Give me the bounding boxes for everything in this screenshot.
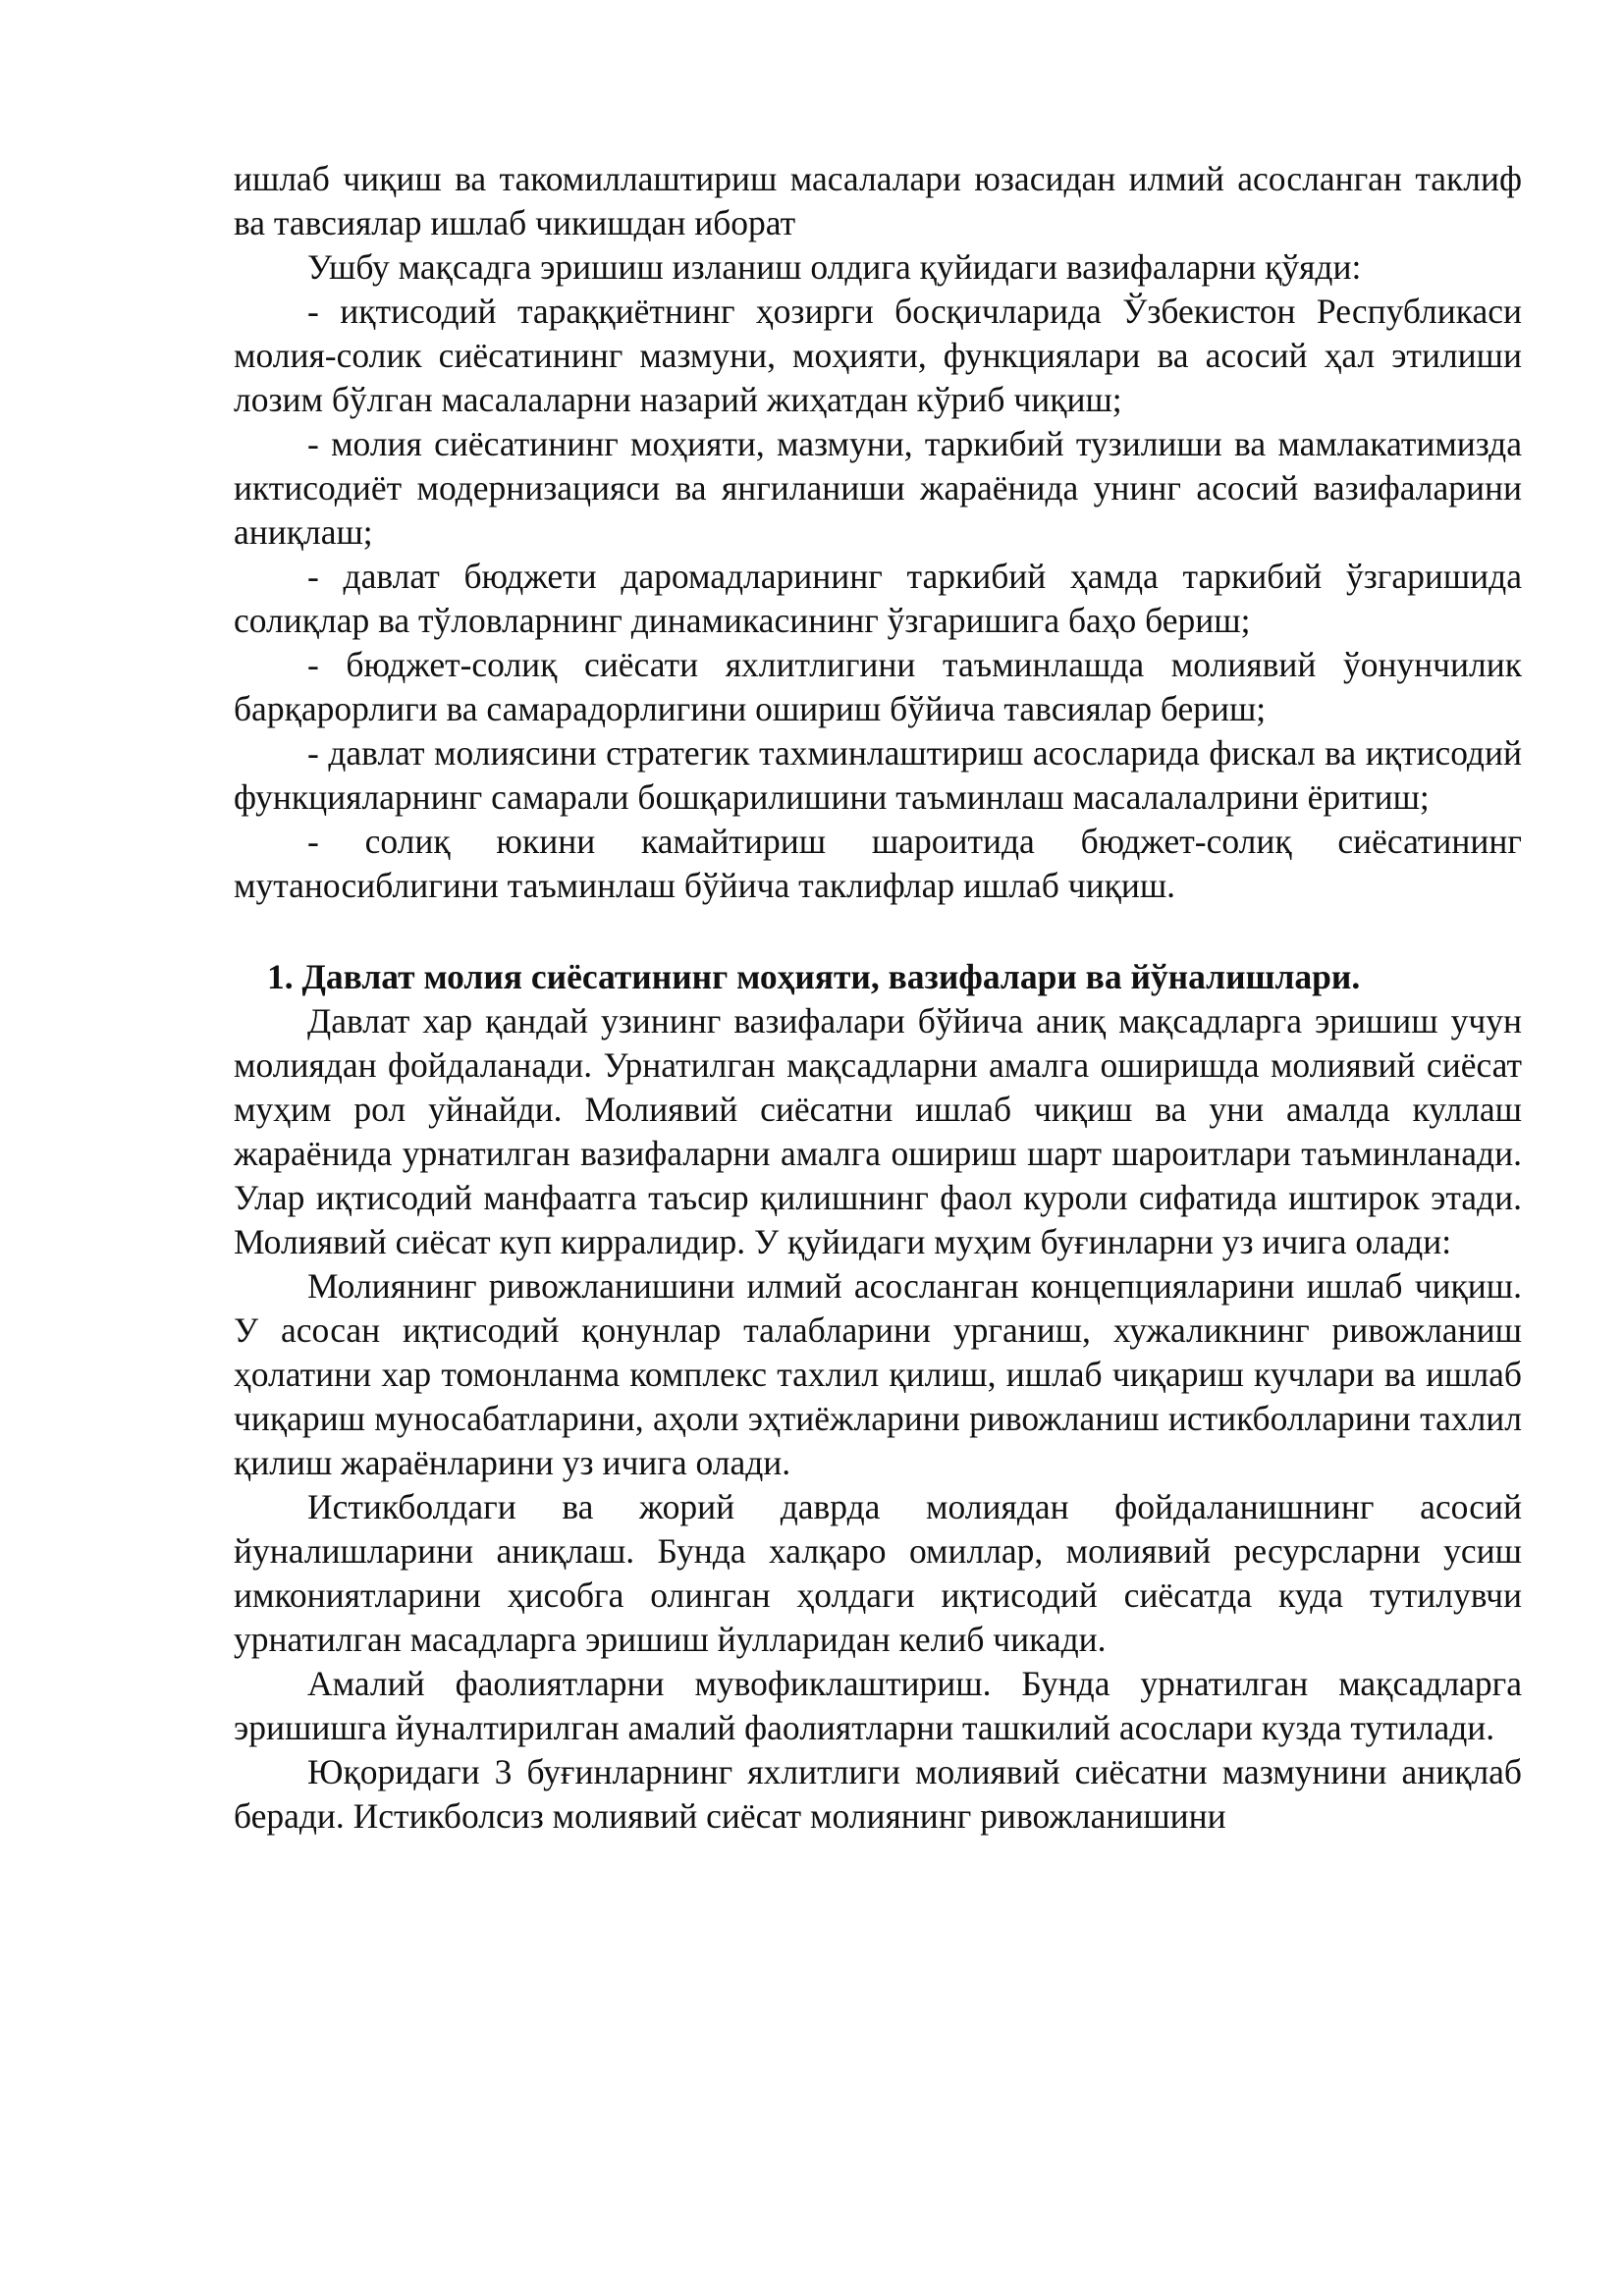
intro-paragraph: ишлаб чиқиш ва такомиллаштириш масалалари юзасидан илмий асосланган таклиф ва тавсиялар ишлаб чикишдан иборат bbox=[234, 159, 1522, 242]
body-paragraph-5: Юқоридаги 3 буғинларнинг яхлитлиги молиявий сиёсатни мазмунини аниқлаб беради. Истикболсиз молиявий сиёсат молиянинг ривожланишини bbox=[234, 1752, 1522, 1836]
section-heading: 1. Давлат молия сиёсатининг моҳияти, вазифалари ва йўналишлари. bbox=[267, 957, 1361, 996]
body-paragraph-1: Давлат хар қандай узининг вазифалари бўйича аниқ мақсадларга эришиш учун молиядан фойдаланади. Урнатилган мақсадларни амалга оширишда молиявий сиёсат муҳим рол уйнайди. Молиявий сиёсатни ишлаб чиқиш ва уни амалда куллаш жараёнида урнатилган вазифаларни амалга ошириш шарт шароитлари таъминланади. Улар иқтисодий манфаатга таъсир қилишнинг фаол куроли сифатида иштирок этади. Молиявий сиёсат куп кирралидир. У қуйидаги муҳим буғинларни уз ичига олади: bbox=[234, 1001, 1522, 1261]
task-item-4: - бюджет-солиқ сиёсати яхлитлигини таъминлашда молиявий ўонунчилик барқарорлиги ва самарадорлигини ошириш бўйича тавсиялар бериш; bbox=[234, 645, 1522, 728]
document-page bbox=[234, 157, 1522, 1839]
task-item-3: - давлат бюджети даромадларининг таркибий ҳамда таркибий ўзгаришида солиқлар ва тўловларнинг динамикасининг ўзгаришига баҳо бериш; bbox=[234, 557, 1522, 640]
body-paragraph-2: Молиянинг ривожланишини илмий асосланган концепцияларини ишлаб чиқиш. У асосан иқтисодий қонунлар талабларини урганиш, хужаликнинг ривожланиш ҳолатини хар томонланма комплекс тахлил қилиш, ишлаб чиқариш кучлари ва ишлаб чиқариш муносабатларини, аҳоли эҳтиёжларини ривожланиш истикболларини тахлил қилиш жараёнларини уз ичига олади. bbox=[234, 1266, 1522, 1482]
task-item-1: - иқтисодий тараққиётнинг ҳозирги босқичларида Ўзбекистон Республикаси молия-солик сиёсатининг мазмуни, моҳияти, функциялари ва асосий ҳал этилиши лозим бўлган масалаларни назарий жиҳатдан кўриб чиқиш; bbox=[234, 292, 1522, 419]
body-paragraph-3: Истикболдаги ва жорий даврда молиядан фойдаланишнинг асосий йуналишларини аниқлаш. Бунда халқаро омиллар, молиявий ресурсларни усиш имкониятларини ҳисобга олинган ҳолдаги иқтисодий сиёсатда куда тутилувчи урнатилган масадларга эришиш йулларидан келиб чикади. bbox=[234, 1487, 1522, 1659]
task-item-5: - давлат молиясини стратегик тахминлаштириш асосларида фискал ва иқтисодий функцияларнинг самарали бошқарилишини таъминлаш масалалалрини ёритиш; bbox=[234, 733, 1522, 817]
task-item-6: - солиқ юкини камайтириш шароитида бюджет-солиқ сиёсатининг мутаносиблигини таъминлаш бўйича таклифлар ишлаб чиқиш. bbox=[234, 822, 1522, 905]
tasks-intro-paragraph: Ушбу мақсадга эришиш изланиш олдига қуйидаги вазифаларни қўяди: bbox=[307, 247, 1362, 287]
task-item-2: - молия сиёсатининг моҳияти, мазмуни, таркибий тузилиши ва мамлакатимизда иктисодиёт модернизацияси ва янгиланиши жараёнида унинг асосий вазифаларини аниқлаш; bbox=[234, 424, 1522, 552]
body-paragraph-4: Амалий фаолиятларни мувофиклаштириш. Бунда урнатилган мақсадларга эришишга йуналтирилган амалий фаолиятларни ташкилий асослари кузда тутилади. bbox=[234, 1664, 1522, 1747]
